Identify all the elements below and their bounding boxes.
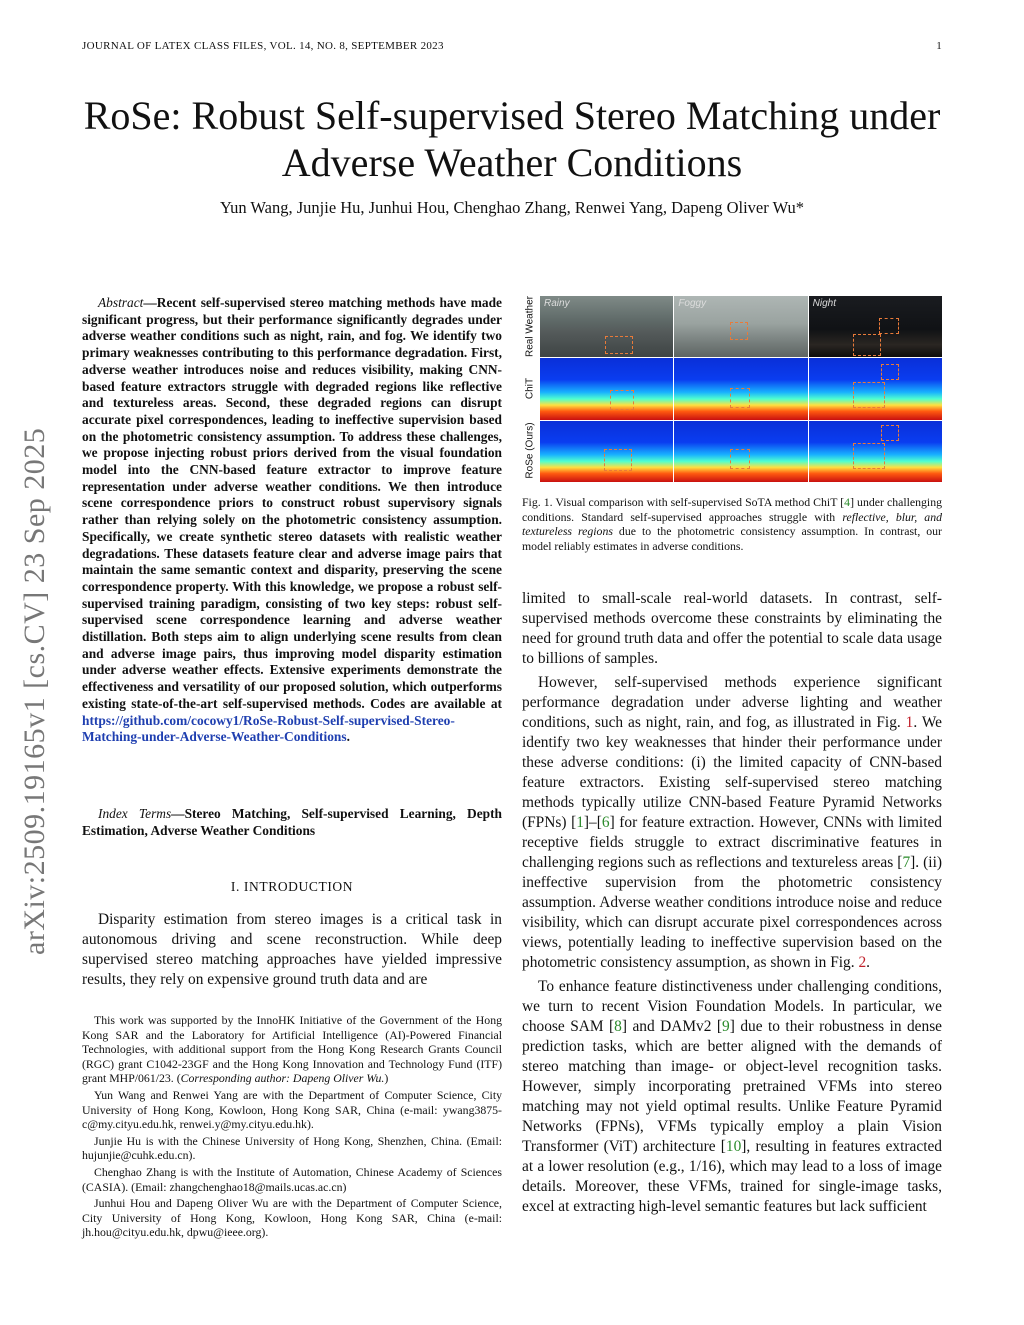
highlight-box [853, 443, 885, 469]
highlight-box [610, 390, 634, 410]
figure-1-caption: Fig. 1. Visual comparison with self-supervised SoTA method ChiT [4] under challenging conditions. Standard self-supervised approaches struggle with reflective, blur, and textureless regions due to the photometric consistency assumption. In contrast, our model reliably estimates in adverse conditions. [522, 495, 942, 553]
index-terms-label: Index Terms [98, 806, 172, 821]
page-number: 1 [936, 40, 942, 52]
figure-ref-1[interactable]: 1 [905, 714, 914, 731]
abstract [82, 295, 502, 746]
image-foggy [674, 296, 807, 357]
abstract-label: Abstract [98, 295, 144, 310]
intro-text: Disparity estimation from stereo images is a critical task in autonomous driving and scene reconstruction. While deep supervised stereo matching approaches have yielded impressive results, they rely on expensive ground truth data and are [82, 911, 502, 988]
index-terms-text: —Stereo Matching, Self-supervised Learning, Depth Estimation, Adverse Weather Conditions [82, 806, 503, 838]
citation-link[interactable]: 4 [844, 495, 851, 509]
row-label-real-weather: Real Weather [524, 296, 536, 357]
figure-image-grid [540, 296, 942, 482]
paragraph-weaknesses: However, self-supervised methods experience significant performance degradation under adverse lighting and weather conditions, such as night, rain, and fog, as illustrated in Fig. 1. We identify two key weaknesses that hinder their performance under these adverse conditions: (i) the limited capacity of CNN-based feature extractors. Existing self-supervised stereo matching methods typically utilize CNN-based Feature Pyramid Networks (FPNs) [1]–[6] for feature extraction. However, CNNs with limited receptive fields struggle to extract discriminative features in challenging regions such as reflections and textureless areas [7]. (ii) ineffective supervision from the photometric consistency assumption. Adverse weather conditions introduce noise and reduce visibility, which can disrupt accurate pixel correspondences across views, potentially leading to ineffective supervision based on the photometric consistency assumption, as shown in Fig. 2. [522, 674, 942, 971]
chit-night [809, 358, 942, 419]
citation-link[interactable]: 6 [601, 814, 610, 831]
citation-link[interactable]: 10 [725, 1138, 742, 1155]
tag-rainy: Rainy [544, 298, 570, 309]
citation-link[interactable]: 9 [722, 1018, 730, 1035]
highlight-box [604, 449, 632, 471]
figure-ref-2[interactable]: 2 [858, 954, 867, 971]
chit-rainy [540, 358, 673, 419]
intro-paragraph [82, 910, 502, 990]
code-link[interactable]: https://github.com/cocowy1/RoSe-Robust-Self-supervised-Stereo-Matching-under-Adverse-Weather-Conditions [82, 712, 455, 745]
figure-1 [522, 293, 942, 488]
highlight-box [881, 425, 899, 441]
right-column-text [522, 589, 942, 1217]
chit-foggy [674, 358, 807, 419]
image-rainy [540, 296, 673, 357]
highlight-box [853, 382, 885, 408]
paper-title: RoSe: Robust Self-supervised Stereo Matching under Adverse Weather Conditions [83, 93, 941, 185]
journal-header: JOURNAL OF LATEX CLASS FILES, VOL. 14, NO. 8, SEPTEMBER 2023 [82, 40, 444, 52]
rose-rainy [540, 421, 673, 482]
abstract-end: . [346, 729, 350, 745]
paragraph-vfm: To enhance feature distinctiveness under challenging conditions, we turn to recent Vision Foundation Models. In particular, we choose SAM [8] and DAMv2 [9] due to their robustness in dense prediction tasks, which are better aligned with the demands of stereo matching than image- or object-level recognition tasks. However, simply incorporating pretrained VFMs into stereo matching may not yield optimal results. Unlike Feature Pyramid Networks (FPNs), VFMs typically employ a plain Vision Transformer (ViT) architecture [10], resulting in features extracted at a lower resolution (e.g., 1/16), which may lead to a loss of image details. Moreover, these VFMs, trained for single-image tasks, excel at extracting high-level semantic features but lack sufficient [522, 978, 943, 1215]
paragraph-continued: limited to small-scale real-world datasets. In contrast, self-supervised methods overcome these constraints by eliminating the need for ground truth data and offer the potential to scale data usage to billions of samples. [522, 590, 942, 667]
highlight-box [881, 364, 899, 380]
rose-night [809, 421, 942, 482]
citation-link[interactable]: 7 [902, 854, 911, 871]
tag-night: Night [812, 298, 837, 309]
row-label-rose: RoSe (Ours) [524, 422, 536, 479]
footnote-affil-2: Junjie Hu is with the Chinese University of Hong Kong, Shenzhen, China. (Email: hujunjie@cuhk.edu.cn). [82, 1133, 502, 1163]
highlight-box [879, 318, 899, 334]
footnote-affil-1: Yun Wang and Renwei Yang are with the Department of Computer Science, City University of Hong Kong, Kowloon, Hong Kong SAR, China (e-mail: ywang3875-c@my.cityu.edu.hk, renwei.y@my.cityu.edu.hk). [82, 1087, 502, 1132]
citation-link[interactable]: 1 [576, 814, 584, 831]
author-list: Yun Wang, Junjie Hu, Junhui Hou, Chenghao Zhang, Renwei Yang, Dapeng Oliver Wu* [219, 198, 804, 217]
footnotes [82, 1013, 502, 1242]
highlight-box [605, 336, 633, 354]
row-label-chit: ChiT [524, 377, 536, 400]
highlight-box [730, 322, 748, 340]
footnote-affil-4: Junhui Hou and Dapeng Oliver Wu are with the Department of Computer Science, City University of Hong Kong, Kowloon, Hong Kong SAR, China (e-mail: jh.hou@cityu.edu.hk, dpwu@ieee.org). [82, 1196, 502, 1240]
highlight-box [730, 449, 750, 469]
rose-foggy [674, 421, 807, 482]
highlight-box [730, 388, 750, 408]
highlight-box [853, 334, 881, 356]
footnote-affil-3: Chenghao Zhang is with the Institute of Automation, Chinese Academy of Sciences (CASIA). (Email: zhangchenghao18@mails.ucas.ac.cn) [82, 1164, 502, 1194]
abstract-text: —Recent self-supervised stereo matching methods have made significant progress, but their performance significantly degrades under adverse weather conditions such as night, rain, and fog. We identify two primary weaknesses contributing to this performance degradation. First, adverse weather introduces noise and reduces visibility, making CNN-based feature extractors struggle with degraded regions like reflective and textureless areas. Second, these degraded regions can disrupt accurate pixel correspondences, leading to ineffective supervision based on the photometric consistency assumption. To address these challenges, we propose injecting robust priors derived from the visual foundation model into the CNN-based feature extractor to improve feature representation under adverse weather conditions. We then introduce scene correspondence priors to construct robust supervisory signals rather than relying solely on the photometric consistency assumption. Specifically, we create synthetic stereo datasets with realistic weather degradations. These datasets feature clear and adverse image pairs that maintain the same semantic context and disparity, preserving the scene correspondence property. With this knowledge, we propose a robust self-supervised training paradigm, consisting of two key steps: robust self-supervised scene correspondence learning and adverse weather distillation. Both steps aim to align underlying scene results from clean and adverse image pairs, thus improving model disparity estimation under adverse weather effects. Extensive experiments demonstrate the effectiveness and versatility of our proposed solution, which outperforms existing state-of-the-art self-supervised methods. Codes are available at [82, 295, 502, 711]
index-terms [82, 806, 502, 839]
figure-row-labels [522, 293, 538, 488]
section-heading-introduction: I. INTRODUCTION [230, 879, 354, 894]
tag-foggy: Foggy [678, 298, 707, 309]
arxiv-stamp: arXiv:2509.19165v1 [cs.CV] 23 Sep 2025 [18, 427, 51, 955]
image-night [809, 296, 942, 357]
footnote-funding: This work was supported by the InnoHK Initiative of the Government of the Hong Kong SAR and the Laboratory for Artificial Intelligence (AI)-Powered Financial Technologies, with additional support from the Hong Kong Research Grants Council (RGC) grant C1042-23GF and the Hong Kong Innovation and Technology Fund (ITF) grant MHP/061/23. (Corresponding author: Dapeng Oliver Wu.) [82, 1013, 502, 1086]
citation-link[interactable]: 8 [614, 1018, 622, 1035]
